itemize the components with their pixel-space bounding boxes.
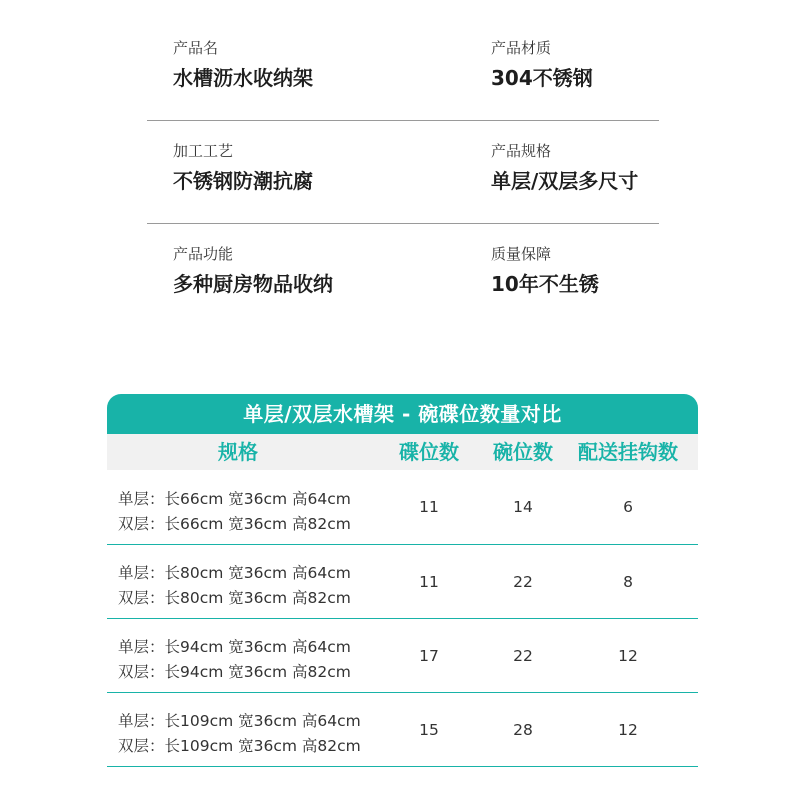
table-row xyxy=(107,545,698,619)
spec-item xyxy=(491,140,638,195)
table-row xyxy=(107,619,698,693)
spec-label: 产品功能 xyxy=(173,245,234,263)
header-dish-slots: 碟位数 xyxy=(399,440,459,464)
spec-row xyxy=(147,18,659,121)
dish-slot-count: 11 xyxy=(419,572,439,591)
spec-value: 10年不生锈 xyxy=(491,272,599,296)
spec-item xyxy=(491,243,599,298)
comparison-table xyxy=(107,394,698,767)
spec-value: 单层/双层多尺寸 xyxy=(491,169,639,193)
spec-label: 产品规格 xyxy=(491,142,552,160)
single-layer-size: 单层：长66cm 宽36cm 高64cm xyxy=(118,490,351,508)
single-layer-size: 单层：长94cm 宽36cm 高64cm xyxy=(118,638,351,656)
hook-count: 8 xyxy=(623,572,633,591)
product-specs xyxy=(147,18,659,326)
spec-item xyxy=(173,243,333,298)
dish-slot-count: 15 xyxy=(419,720,439,739)
table-title: 单层/双层水槽架 - 碗碟位数量对比 xyxy=(107,394,698,434)
spec-item xyxy=(173,37,313,92)
header-hook-count: 配送挂钩数 xyxy=(578,440,678,464)
bowl-slot-count: 22 xyxy=(513,646,533,665)
spec-value: 304不锈钢 xyxy=(491,66,593,90)
hook-count: 12 xyxy=(618,720,638,739)
table-header xyxy=(107,434,698,470)
spec-label: 加工工艺 xyxy=(173,142,234,160)
spec-value: 多种厨房物品收纳 xyxy=(173,272,333,296)
spec-row xyxy=(147,121,659,224)
bowl-slot-count: 28 xyxy=(513,720,533,739)
double-layer-size: 双层：长66cm 宽36cm 高82cm xyxy=(118,515,351,533)
dish-slot-count: 17 xyxy=(419,646,439,665)
header-spec: 规格 xyxy=(218,440,258,464)
size-spec xyxy=(118,635,351,685)
size-spec xyxy=(118,709,361,759)
table-row xyxy=(107,470,698,545)
spec-value: 不锈钢防潮抗腐 xyxy=(173,169,313,193)
double-layer-size: 双层：长94cm 宽36cm 高82cm xyxy=(118,663,351,681)
spec-label: 产品名 xyxy=(173,39,219,57)
table-row xyxy=(107,693,698,767)
spec-value: 水槽沥水收纳架 xyxy=(173,66,313,90)
single-layer-size: 单层：长80cm 宽36cm 高64cm xyxy=(118,564,351,582)
spec-label: 质量保障 xyxy=(491,245,552,263)
double-layer-size: 双层：长109cm 宽36cm 高82cm xyxy=(118,737,361,755)
dish-slot-count: 11 xyxy=(419,498,439,516)
table-body xyxy=(107,470,698,767)
hook-count: 6 xyxy=(623,498,633,516)
spec-row xyxy=(147,224,659,326)
size-spec xyxy=(118,561,351,611)
double-layer-size: 双层：长80cm 宽36cm 高82cm xyxy=(118,589,351,607)
single-layer-size: 单层：长109cm 宽36cm 高64cm xyxy=(118,712,361,730)
size-spec xyxy=(118,487,351,537)
spec-label: 产品材质 xyxy=(491,39,552,57)
spec-item xyxy=(173,140,313,195)
header-bowl-slots: 碗位数 xyxy=(493,440,553,464)
hook-count: 12 xyxy=(618,646,638,665)
bowl-slot-count: 22 xyxy=(513,572,533,591)
spec-item xyxy=(491,37,593,92)
bowl-slot-count: 14 xyxy=(513,498,533,516)
